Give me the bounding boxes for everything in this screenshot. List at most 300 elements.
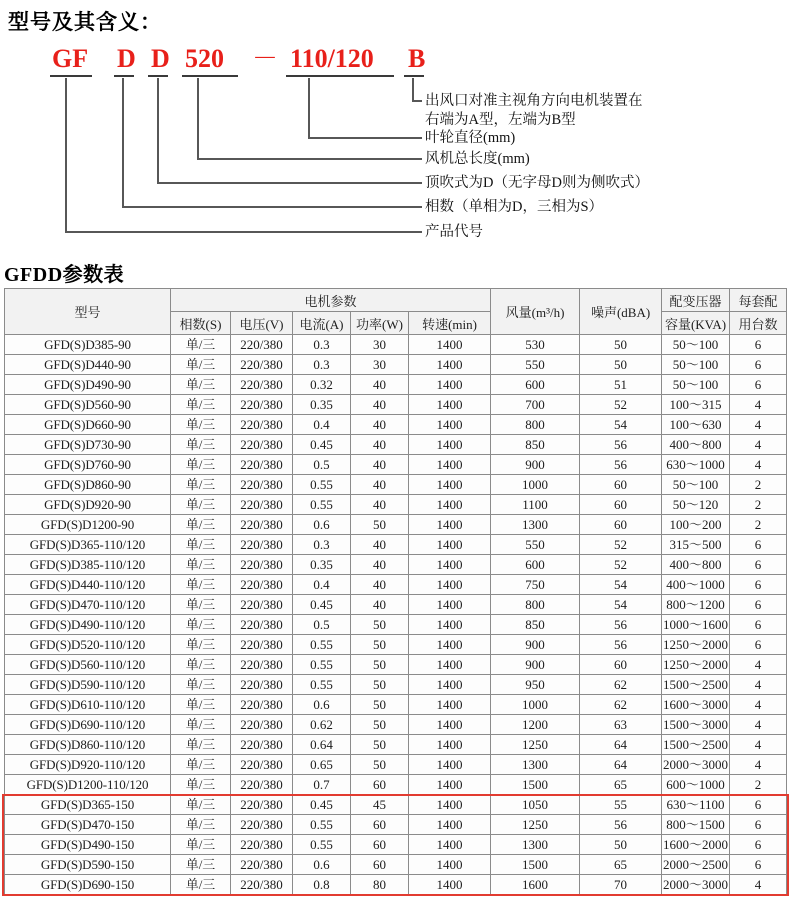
leader-vertical-2	[197, 78, 199, 158]
cell-phases: 单/三	[171, 395, 231, 415]
cell-model: GFD(S)D470-110/120	[5, 595, 171, 615]
cell-current: 0.3	[293, 335, 351, 355]
cell-airflow: 1300	[491, 835, 580, 855]
cell-airflow: 750	[491, 575, 580, 595]
cell-current: 0.3	[293, 355, 351, 375]
cell-voltage: 220/380	[231, 575, 293, 595]
cell-airflow: 950	[491, 675, 580, 695]
table-body	[5, 335, 787, 895]
leader-vertical-4	[122, 78, 124, 206]
cell-airflow: 600	[491, 375, 580, 395]
table-row	[5, 475, 787, 495]
model-code-underline-6	[404, 75, 424, 77]
annotation-line-1: 风机总长度(mm)	[425, 151, 530, 167]
cell-phases: 单/三	[171, 475, 231, 495]
cell-speed: 1400	[409, 755, 491, 775]
cell-voltage: 220/380	[231, 515, 293, 535]
cell-transformer: 100～630	[662, 415, 730, 435]
cell-model: GFD(S)D730-90	[5, 435, 171, 455]
cell-power: 50	[351, 635, 409, 655]
table-row	[5, 335, 787, 355]
cell-phases: 单/三	[171, 855, 231, 875]
cell-phases: 单/三	[171, 435, 231, 455]
cell-noise: 60	[580, 475, 662, 495]
cell-noise: 62	[580, 695, 662, 715]
cell-voltage: 220/380	[231, 335, 293, 355]
header-speed: 转速(min)	[409, 312, 491, 335]
cell-phases: 单/三	[171, 635, 231, 655]
leader-vertical-0	[412, 78, 414, 100]
cell-airflow: 1050	[491, 795, 580, 815]
cell-transformer: 50～100	[662, 335, 730, 355]
cell-current: 0.64	[293, 735, 351, 755]
cell-speed: 1400	[409, 855, 491, 875]
cell-transformer: 50～100	[662, 375, 730, 395]
cell-power: 40	[351, 415, 409, 435]
cell-units: 4	[730, 715, 787, 735]
cell-power: 40	[351, 375, 409, 395]
cell-speed: 1400	[409, 415, 491, 435]
annotation-label-2	[425, 150, 530, 169]
cell-voltage: 220/380	[231, 395, 293, 415]
cell-model: GFD(S)D920-90	[5, 495, 171, 515]
cell-power: 30	[351, 335, 409, 355]
cell-power: 40	[351, 475, 409, 495]
cell-units: 4	[730, 455, 787, 475]
cell-airflow: 1600	[491, 875, 580, 895]
cell-voltage: 220/380	[231, 595, 293, 615]
cell-airflow: 800	[491, 415, 580, 435]
cell-voltage: 220/380	[231, 615, 293, 635]
cell-voltage: 220/380	[231, 375, 293, 395]
cell-current: 0.55	[293, 635, 351, 655]
cell-units: 4	[730, 675, 787, 695]
cell-model: GFD(S)D385-110/120	[5, 555, 171, 575]
cell-power: 50	[351, 695, 409, 715]
cell-model: GFD(S)D440-90	[5, 355, 171, 375]
cell-noise: 54	[580, 595, 662, 615]
cell-speed: 1400	[409, 815, 491, 835]
cell-speed: 1400	[409, 715, 491, 735]
annotation-line-1: 叶轮直径(mm)	[425, 130, 516, 146]
cell-noise: 64	[580, 735, 662, 755]
cell-noise: 70	[580, 875, 662, 895]
cell-transformer: 1600～3000	[662, 695, 730, 715]
cell-power: 40	[351, 535, 409, 555]
cell-noise: 56	[580, 615, 662, 635]
table-row	[5, 755, 787, 775]
cell-noise: 51	[580, 375, 662, 395]
cell-units: 6	[730, 835, 787, 855]
cell-phases: 单/三	[171, 355, 231, 375]
cell-model: GFD(S)D690-150	[5, 875, 171, 895]
cell-transformer: 2000～3000	[662, 755, 730, 775]
cell-airflow: 600	[491, 555, 580, 575]
table-row	[5, 815, 787, 835]
annotation-line-1: 相数（单相为D，三相为S）	[425, 199, 604, 215]
cell-model: GFD(S)D1200-90	[5, 515, 171, 535]
cell-current: 0.35	[293, 555, 351, 575]
cell-power: 45	[351, 795, 409, 815]
table-row	[5, 415, 787, 435]
cell-phases: 单/三	[171, 455, 231, 475]
cell-noise: 65	[580, 775, 662, 795]
leader-horizontal-1	[308, 137, 422, 139]
cell-current: 0.45	[293, 435, 351, 455]
cell-phases: 单/三	[171, 875, 231, 895]
cell-airflow: 550	[491, 355, 580, 375]
cell-phases: 单/三	[171, 375, 231, 395]
cell-speed: 1400	[409, 775, 491, 795]
cell-speed: 1400	[409, 795, 491, 815]
leader-horizontal-5	[65, 231, 422, 233]
cell-current: 0.62	[293, 715, 351, 735]
cell-transformer: 315～500	[662, 535, 730, 555]
table-row	[5, 615, 787, 635]
cell-units: 6	[730, 375, 787, 395]
parameter-table	[4, 288, 787, 895]
cell-airflow: 1250	[491, 815, 580, 835]
cell-noise: 65	[580, 855, 662, 875]
cell-power: 60	[351, 835, 409, 855]
leader-vertical-5	[65, 78, 67, 231]
model-code-underline-1	[114, 75, 134, 77]
cell-units: 6	[730, 555, 787, 575]
cell-phases: 单/三	[171, 495, 231, 515]
cell-current: 0.55	[293, 835, 351, 855]
cell-model: GFD(S)D520-110/120	[5, 635, 171, 655]
cell-power: 50	[351, 655, 409, 675]
cell-phases: 单/三	[171, 775, 231, 795]
cell-speed: 1400	[409, 615, 491, 635]
cell-airflow: 1000	[491, 695, 580, 715]
cell-airflow: 550	[491, 535, 580, 555]
cell-current: 0.55	[293, 675, 351, 695]
cell-transformer: 630～1100	[662, 795, 730, 815]
cell-model: GFD(S)D920-110/120	[5, 755, 171, 775]
table-row	[5, 555, 787, 575]
cell-voltage: 220/380	[231, 815, 293, 835]
cell-model: GFD(S)D860-110/120	[5, 735, 171, 755]
cell-units: 6	[730, 575, 787, 595]
cell-voltage: 220/380	[231, 455, 293, 475]
cell-airflow: 900	[491, 455, 580, 475]
table-row	[5, 795, 787, 815]
cell-noise: 54	[580, 415, 662, 435]
cell-model: GFD(S)D660-90	[5, 415, 171, 435]
cell-transformer: 1000～1600	[662, 615, 730, 635]
cell-phases: 单/三	[171, 715, 231, 735]
cell-units: 6	[730, 335, 787, 355]
cell-noise: 56	[580, 455, 662, 475]
cell-transformer: 1250～2000	[662, 635, 730, 655]
model-code-section	[0, 0, 790, 252]
cell-model: GFD(S)D490-110/120	[5, 615, 171, 635]
cell-power: 40	[351, 455, 409, 475]
table-row	[5, 855, 787, 875]
cell-speed: 1400	[409, 635, 491, 655]
cell-voltage: 220/380	[231, 775, 293, 795]
cell-noise: 52	[580, 395, 662, 415]
cell-speed: 1400	[409, 455, 491, 475]
cell-power: 40	[351, 595, 409, 615]
cell-units: 4	[730, 695, 787, 715]
cell-units: 4	[730, 875, 787, 895]
cell-voltage: 220/380	[231, 555, 293, 575]
leader-horizontal-2	[197, 158, 422, 160]
cell-phases: 单/三	[171, 795, 231, 815]
cell-current: 0.65	[293, 755, 351, 775]
cell-voltage: 220/380	[231, 795, 293, 815]
header-airflow	[491, 289, 580, 335]
cell-units: 4	[730, 755, 787, 775]
cell-airflow: 1100	[491, 495, 580, 515]
cell-current: 0.6	[293, 695, 351, 715]
cell-model: GFD(S)D385-90	[5, 335, 171, 355]
cell-voltage: 220/380	[231, 855, 293, 875]
header-power: 功率(W)	[351, 312, 409, 335]
header-motor-group: 电机参数	[171, 289, 491, 312]
model-code-token-4: －	[252, 44, 279, 73]
cell-model: GFD(S)D1200-110/120	[5, 775, 171, 795]
model-code-line	[0, 44, 790, 78]
cell-voltage: 220/380	[231, 735, 293, 755]
table-row	[5, 455, 787, 475]
cell-transformer: 1500～2500	[662, 735, 730, 755]
cell-model: GFD(S)D490-90	[5, 375, 171, 395]
header-model: 型号	[5, 289, 171, 335]
cell-model: GFD(S)D440-110/120	[5, 575, 171, 595]
cell-voltage: 220/380	[231, 475, 293, 495]
annotation-label-3	[425, 174, 649, 193]
model-code-token-2: D	[151, 44, 170, 73]
cell-power: 50	[351, 515, 409, 535]
cell-phases: 单/三	[171, 735, 231, 755]
cell-speed: 1400	[409, 595, 491, 615]
table-header-row-1	[5, 289, 787, 312]
header-noise: 噪声(dBA)	[580, 289, 662, 335]
cell-phases: 单/三	[171, 595, 231, 615]
cell-current: 0.45	[293, 595, 351, 615]
model-code-underline-3	[182, 75, 238, 77]
model-code-underline-2	[148, 75, 168, 77]
cell-transformer: 1250～2000	[662, 655, 730, 675]
cell-phases: 单/三	[171, 555, 231, 575]
cell-transformer: 1500～2500	[662, 675, 730, 695]
cell-phases: 单/三	[171, 695, 231, 715]
cell-current: 0.4	[293, 415, 351, 435]
cell-power: 50	[351, 675, 409, 695]
header-phases: 相数(S)	[171, 312, 231, 335]
cell-noise: 56	[580, 635, 662, 655]
cell-phases: 单/三	[171, 335, 231, 355]
cell-voltage: 220/380	[231, 435, 293, 455]
cell-voltage: 220/380	[231, 655, 293, 675]
model-code-token-1: D	[117, 44, 136, 73]
cell-voltage: 220/380	[231, 495, 293, 515]
cell-noise: 50	[580, 355, 662, 375]
cell-model: GFD(S)D470-150	[5, 815, 171, 835]
cell-transformer: 50～120	[662, 495, 730, 515]
cell-speed: 1400	[409, 495, 491, 515]
cell-phases: 单/三	[171, 515, 231, 535]
page-title: 型号及其含义：	[8, 10, 162, 34]
cell-transformer: 800～1500	[662, 815, 730, 835]
cell-power: 50	[351, 715, 409, 735]
cell-power: 50	[351, 755, 409, 775]
cell-speed: 1400	[409, 555, 491, 575]
header-units-line1: 每套配	[730, 289, 787, 312]
cell-voltage: 220/380	[231, 675, 293, 695]
header-airflow-text: 风量(m³/h)	[505, 305, 565, 320]
table-row	[5, 735, 787, 755]
cell-transformer: 400～800	[662, 435, 730, 455]
cell-units: 4	[730, 735, 787, 755]
cell-noise: 56	[580, 815, 662, 835]
leader-vertical-1	[308, 78, 310, 137]
header-current: 电流(A)	[293, 312, 351, 335]
cell-voltage: 220/380	[231, 695, 293, 715]
annotation-line-1: 出风口对准主视角方向电机装置在	[425, 93, 643, 109]
cell-speed: 1400	[409, 475, 491, 495]
cell-airflow: 1500	[491, 855, 580, 875]
table-row	[5, 635, 787, 655]
cell-noise: 56	[580, 435, 662, 455]
cell-transformer: 400～1000	[662, 575, 730, 595]
cell-current: 0.8	[293, 875, 351, 895]
table-header	[5, 289, 787, 335]
table-row	[5, 655, 787, 675]
cell-units: 4	[730, 655, 787, 675]
cell-transformer: 50～100	[662, 355, 730, 375]
cell-transformer: 600～1000	[662, 775, 730, 795]
table-row	[5, 395, 787, 415]
cell-speed: 1400	[409, 655, 491, 675]
model-code-token-0: GF	[52, 44, 89, 73]
table-row	[5, 435, 787, 455]
leader-horizontal-4	[122, 206, 422, 208]
model-code-underline-5	[286, 75, 394, 77]
cell-power: 40	[351, 395, 409, 415]
cell-model: GFD(S)D860-90	[5, 475, 171, 495]
table-row	[5, 715, 787, 735]
cell-units: 4	[730, 395, 787, 415]
header-transformer-line2: 容量(KVA)	[662, 312, 730, 335]
table-row	[5, 355, 787, 375]
cell-noise: 62	[580, 675, 662, 695]
model-code-token-5: 110/120	[290, 44, 374, 73]
cell-airflow: 850	[491, 435, 580, 455]
leader-horizontal-0	[412, 100, 422, 102]
cell-airflow: 1200	[491, 715, 580, 735]
leader-horizontal-3	[157, 182, 422, 184]
cell-speed: 1400	[409, 675, 491, 695]
cell-speed: 1400	[409, 875, 491, 895]
cell-units: 6	[730, 615, 787, 635]
cell-airflow: 1000	[491, 475, 580, 495]
cell-noise: 60	[580, 495, 662, 515]
cell-current: 0.55	[293, 495, 351, 515]
model-code-underline-0	[50, 75, 92, 77]
cell-units: 6	[730, 815, 787, 835]
cell-speed: 1400	[409, 535, 491, 555]
cell-transformer: 100～315	[662, 395, 730, 415]
cell-noise: 63	[580, 715, 662, 735]
annotation-label-5	[425, 223, 483, 242]
cell-transformer: 800～1200	[662, 595, 730, 615]
cell-power: 60	[351, 815, 409, 835]
cell-airflow: 1300	[491, 755, 580, 775]
cell-speed: 1400	[409, 395, 491, 415]
leader-vertical-3	[157, 78, 159, 182]
cell-power: 60	[351, 855, 409, 875]
cell-speed: 1400	[409, 515, 491, 535]
cell-power: 40	[351, 575, 409, 595]
table-title: GFDD参数表	[4, 264, 125, 286]
cell-units: 6	[730, 355, 787, 375]
annotation-line-2: 右端为A型，左端为B型	[425, 112, 576, 128]
cell-transformer: 1600～2000	[662, 835, 730, 855]
cell-airflow: 700	[491, 395, 580, 415]
cell-current: 0.5	[293, 615, 351, 635]
cell-units: 2	[730, 495, 787, 515]
cell-power: 40	[351, 555, 409, 575]
cell-speed: 1400	[409, 735, 491, 755]
cell-units: 4	[730, 435, 787, 455]
annotation-label-0	[425, 92, 643, 130]
cell-units: 2	[730, 475, 787, 495]
cell-voltage: 220/380	[231, 835, 293, 855]
cell-airflow: 900	[491, 635, 580, 655]
cell-model: GFD(S)D590-110/120	[5, 675, 171, 695]
annotation-label-4	[425, 198, 603, 217]
header-units-line2: 用台数	[730, 312, 787, 335]
cell-model: GFD(S)D560-90	[5, 395, 171, 415]
cell-power: 40	[351, 435, 409, 455]
cell-airflow: 530	[491, 335, 580, 355]
cell-power: 60	[351, 775, 409, 795]
cell-power: 50	[351, 615, 409, 635]
cell-noise: 50	[580, 835, 662, 855]
cell-noise: 60	[580, 655, 662, 675]
cell-noise: 64	[580, 755, 662, 775]
cell-noise: 52	[580, 535, 662, 555]
cell-phases: 单/三	[171, 835, 231, 855]
cell-phases: 单/三	[171, 755, 231, 775]
cell-airflow: 800	[491, 595, 580, 615]
table-row	[5, 695, 787, 715]
table-row	[5, 835, 787, 855]
cell-phases: 单/三	[171, 655, 231, 675]
cell-voltage: 220/380	[231, 635, 293, 655]
cell-noise: 55	[580, 795, 662, 815]
cell-units: 6	[730, 595, 787, 615]
cell-model: GFD(S)D560-110/120	[5, 655, 171, 675]
cell-airflow: 1500	[491, 775, 580, 795]
cell-phases: 单/三	[171, 415, 231, 435]
cell-model: GFD(S)D590-150	[5, 855, 171, 875]
cell-voltage: 220/380	[231, 715, 293, 735]
cell-voltage: 220/380	[231, 415, 293, 435]
cell-current: 0.55	[293, 815, 351, 835]
table-row	[5, 535, 787, 555]
cell-model: GFD(S)D365-110/120	[5, 535, 171, 555]
cell-transformer: 1500～3000	[662, 715, 730, 735]
model-code-token-6: B	[408, 44, 426, 73]
cell-speed: 1400	[409, 435, 491, 455]
cell-speed: 1400	[409, 835, 491, 855]
cell-airflow: 1250	[491, 735, 580, 755]
